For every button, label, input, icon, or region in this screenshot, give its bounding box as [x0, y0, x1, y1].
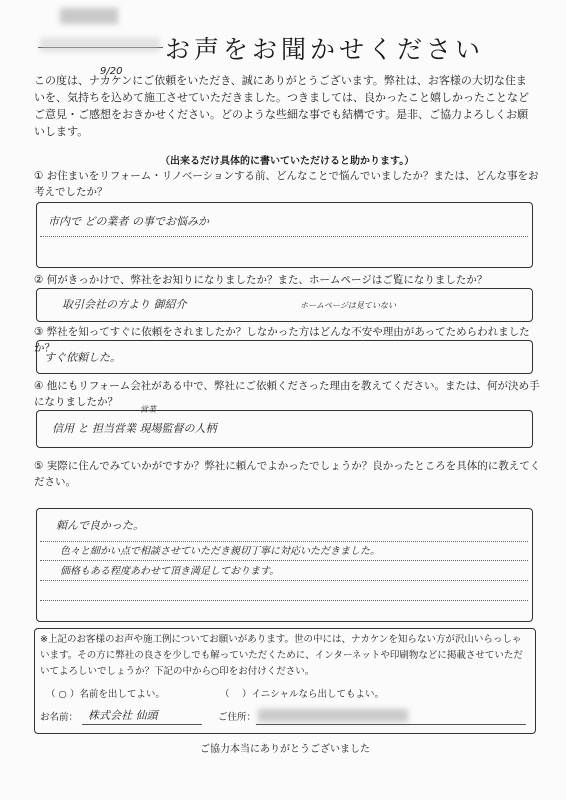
- option-1[interactable]: （ ○ ）名前を出してよい。: [46, 689, 165, 700]
- consent-text: ※上記のお客様のお声や施工例についてお願いがあります。世の中には、ナカケンを知らない方が沢山いらっしゃいます。その方に弊社の良さを少しでも解っていただくために、インターネットや印刷物などに掲載させていただいてよろしいでしょうか？下記の中から○印をお付けください。: [40, 634, 523, 677]
- answer-box-1: [36, 202, 533, 268]
- option-1-label: 名前を出してよい。: [79, 689, 165, 700]
- name-value: 株式会社 仙頭: [88, 709, 158, 722]
- answer-3: すぐ依頼した。: [44, 351, 121, 364]
- answer-4: 信用 と 担当営業 現場監督の人柄: [52, 422, 217, 435]
- thanks-text: ご協力本当にありがとうございました: [200, 744, 370, 755]
- page-title: お声をお聞かせください: [165, 35, 485, 64]
- question-3: ③ 弊社を知ってすぐに依頼をされましたか？しなかった方はどんな不安や理由があってためらわれましたか？: [34, 326, 530, 354]
- answer-line: [40, 600, 528, 601]
- answer-2-note: ホームページは見ていない: [300, 301, 396, 310]
- answer-5-line-2: 色々と細かい点で相談させていただき親切丁寧に対応いただきました。: [60, 546, 380, 557]
- answer-line: [40, 560, 528, 561]
- answer-line: [40, 580, 528, 581]
- name-label: お名前：: [40, 712, 79, 723]
- answer-line: [40, 236, 528, 237]
- blurred-address: [258, 709, 408, 722]
- question-1: ① お住まいをリフォーム・リノベーションする前、どんなことで悩んでいましたか？または、どんな事をお考えでしたか？: [34, 170, 539, 198]
- blurred-logo: [60, 8, 118, 24]
- blurred-title-prefix: [40, 38, 160, 52]
- address-underline: [256, 724, 526, 725]
- intro-text: この度は、ナカケンにご依頼をいただき、誠にありがとうございます。弊社は、お客様の大切な住まいを、気持ちを込めて施工させていただきました。つきましては、良かったこと嬉しかったことなどご意見・ご感想をおきかせください。どのような些細な事でも結構です。是非、ご協力よろしくお願いします。: [34, 74, 529, 138]
- option-2[interactable]: （ ）イニシャルなら出してもよい。: [220, 689, 384, 700]
- name-underline: [82, 724, 202, 725]
- instruction-note: （出来るだけ具体的に書いていただけると助かります。）: [160, 156, 415, 167]
- question-2: ② 何がきっかけで、弊社をお知りになりましたか？また、ホームページはご覧になりましたか？: [34, 274, 488, 286]
- option-1-mark: ○: [58, 689, 67, 700]
- answer-5-line-1: 頼んで良かった。: [56, 519, 144, 532]
- address-label: ご住所：: [218, 712, 257, 723]
- question-5: ⑤ 実際に住んでみていかがですか？弊社に頼んでよかったでしょうか？良かったところを具体的に教えてください。: [34, 460, 541, 488]
- handwritten-date: 9/20: [100, 66, 123, 77]
- answer-2: 取引会社の方より 御紹介: [62, 298, 187, 311]
- question-4: ④ 他にもリフォーム会社がある中で、弊社にご依頼くださった理由を教えてください。または、何が決め手になりましたか？: [34, 380, 540, 408]
- answer-5-line-3: 価格もある程度あわせて頂き満足しております。: [60, 566, 280, 577]
- option-2-label: イニシャルなら出してもよい。: [251, 689, 384, 700]
- answer-4-note: 営業: [140, 405, 156, 414]
- answer-1: 市内で どの業者 の事でお悩みか: [48, 215, 209, 228]
